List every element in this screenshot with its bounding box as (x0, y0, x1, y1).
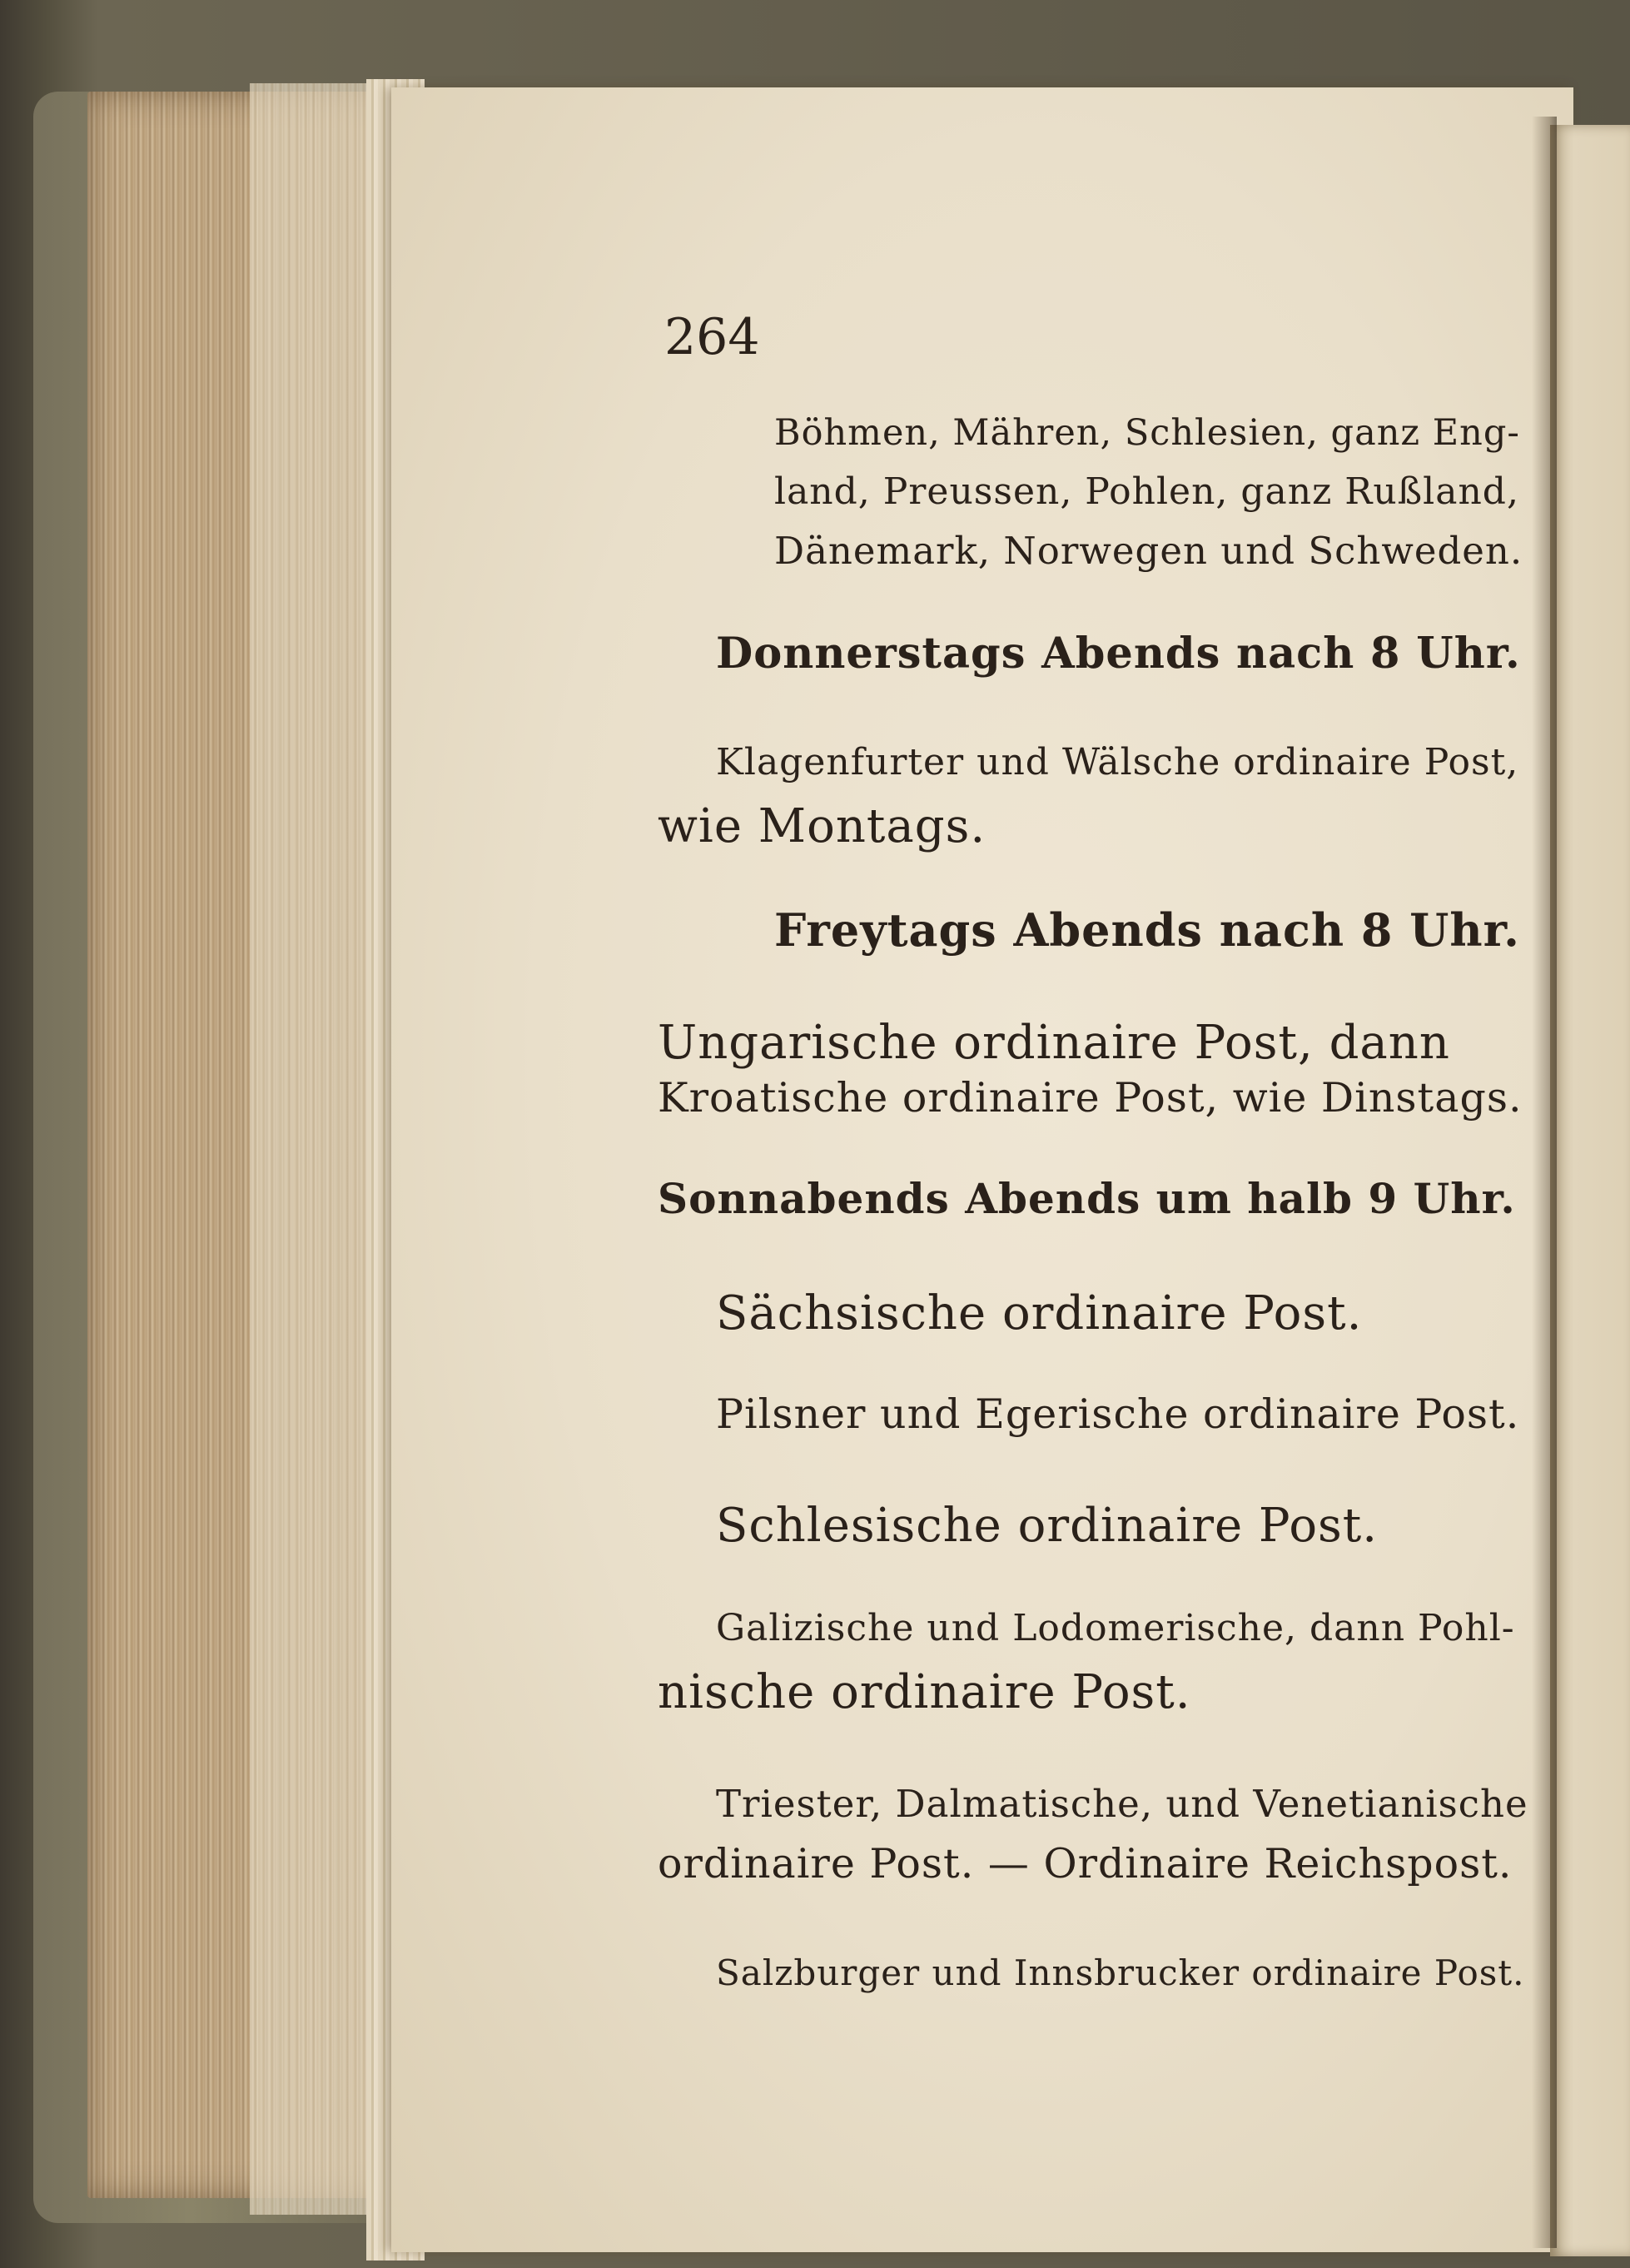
text-line: wie Montags. (658, 799, 986, 853)
section-heading: Sonnabends Abends um halb 9 Uhr. (658, 1174, 1516, 1223)
text-line: Böhmen, Mähren, Schlesien, ganz Eng- (774, 412, 1520, 454)
text-line: Kroatische ordinaire Post, wie Dinstags. (658, 1074, 1523, 1122)
text-line: land, Preussen, Pohlen, ganz Rußland, (774, 470, 1519, 513)
text-line: nische ordinaire Post. (658, 1665, 1191, 1719)
text-line: Schlesische ordinaire Post. (716, 1499, 1379, 1553)
page-number: 264 (664, 308, 760, 366)
book-gutter (1532, 117, 1557, 2248)
text-line: Klagenfurter und Wälsche ordinaire Post, (716, 741, 1519, 783)
text-line: Ungarische ordinaire Post, dann (658, 1016, 1450, 1070)
text-line: Dänemark, Norwegen und Schweden. (774, 529, 1523, 573)
text-line: Sächsische ordinaire Post. (716, 1286, 1363, 1340)
text-line: Triester, Dalmatische, und Venetianische (716, 1782, 1528, 1826)
text-line: Pilsner und Egerische ordinaire Post. (716, 1390, 1520, 1438)
text-line: Salzburger und Innsbrucker ordinaire Post. (716, 1952, 1525, 1993)
text-line: ordinaire Post. — Ordinaire Reichspost. (658, 1840, 1513, 1888)
text-line: Galizische und Lodomerische, dann Pohl- (716, 1607, 1515, 1649)
section-heading: Donnerstags Abends nach 8 Uhr. (716, 629, 1521, 679)
right-page-edge (1550, 125, 1630, 2256)
section-heading: Freytags Abends nach 8 Uhr. (774, 903, 1520, 957)
